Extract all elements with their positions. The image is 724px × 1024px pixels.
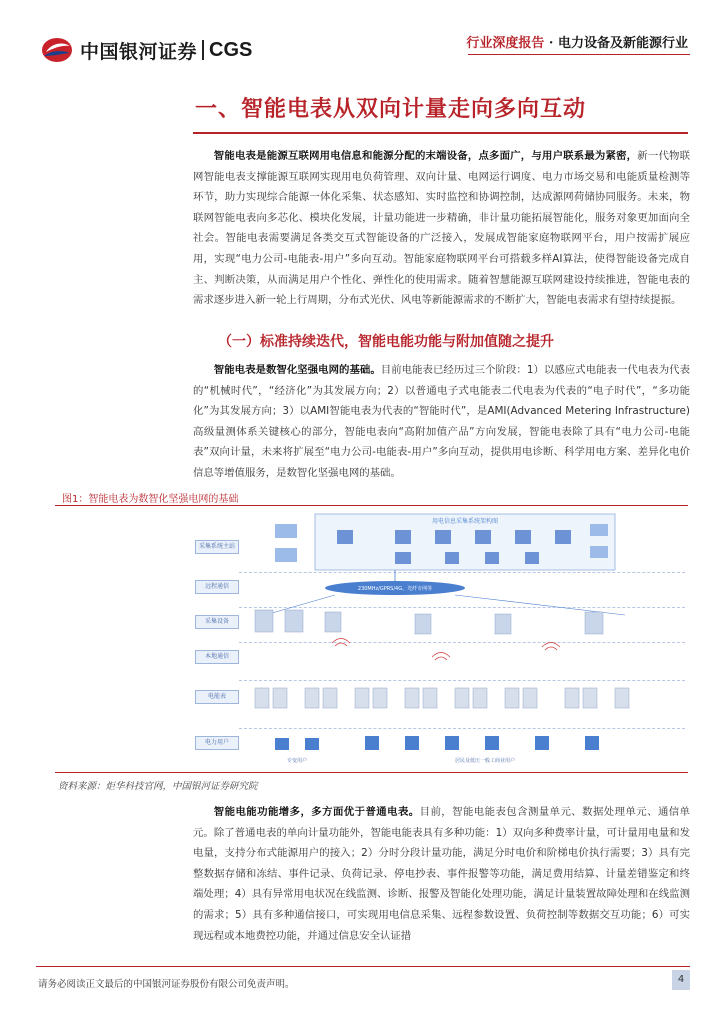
level-label-master-station: 采集系统主站 [195, 540, 239, 554]
section-title: 一、智能电表从双向计量走向多向互动 [195, 96, 587, 122]
level-label-collector: 采集设备 [195, 615, 239, 629]
architecture-diagram [195, 510, 685, 770]
level-label-remote-comm: 远程通信 [195, 580, 239, 594]
logo-english-name: CGS [209, 38, 253, 61]
subsection-title: （一）标准持续迭代，智能电能功能与附加值随之提升 [218, 334, 554, 350]
report-category [466, 32, 688, 51]
header-rule [468, 54, 690, 55]
paragraph-3 [193, 802, 690, 946]
paragraph-1 [193, 146, 690, 311]
footer-rule [36, 966, 690, 967]
logo-chinese-name: 中国银河证券 [80, 40, 198, 63]
level-label-user: 电力用户 [195, 736, 239, 750]
paragraph-1-body: 新一代物联网智能电表支撑能源互联网实现用电负荷管理、双向计量、电网运行调度、电力市场交易和电能质量检测等环节，助力实现综合能源一体化采集、状态感知、实时监控和协调控制，达成源网荷储协同服务。未来，物联网智能电表向多芯化、模块化发展，计量功能进一步精确，非计量功能拓展智能化，服务对象更加面向全社会。智能电表需要满足各类交互式智能设备的广泛接入，发展成智能家庭物联网平台，用户按需扩展应用，实现“电力公司-电能表-用户”多向互动。智能家庭物联网平台可搭载多样AI算法，使得智能设备完成自主、判断决策，从而满足用户个性化、弹性化的使用需求。随着智慧能源互联网建设持续推进，智能电表的需求逐步进入新一轮上行周期，分布式光伏、风电等新能源需求的不断扩大，智能电表需求有望持续提振。 [193, 150, 691, 307]
paragraph-1-lead: 智能电表是能源互联网用电信息和能源分配的末端设备，点多面广，与用户联系最为紧密， [213, 150, 638, 162]
paragraph-2 [193, 360, 690, 484]
page-number: 4 [672, 970, 690, 990]
paragraph-2-body: 目前电能表已经历过三个阶段：1）以感应式电能表一代电表为代表的“机械时代”，“经济化”为其发展方向；2）以普通电子式电能表二代电表为代表的“电子时代”，“多功能化”为其发展方向；3）以AMI智能电表为代表的“智能时代”，是AMI(Advanced Metering Infrastructure)高级量测体系关键核心的部分，智能电表向“高附加值产品”方向发展，智能电表除了具有“电力公司-电能表”双向计量，未来将扩展至“电力公司-电能表-用户”多向互动，提供用电诊断、科学用电方案、差异化电价信息等增值服务，是数智化坚强电网的基础。 [193, 364, 691, 479]
page-header [0, 0, 724, 80]
diagram-graphics [245, 510, 685, 770]
figure-source: 资料来源：炬华科技官网，中国银河证券研究院 [58, 781, 258, 792]
galaxy-logo-icon [40, 36, 74, 64]
section-rule [193, 132, 688, 134]
network-label: 230MHz/GPRS/4G、光纤专网等 [357, 586, 433, 592]
report-dot: · [544, 36, 558, 51]
figure-rule-top [55, 505, 688, 506]
level-label-local-comm: 本地通信 [195, 650, 239, 664]
footer-disclaimer: 请务必阅读正文最后的中国银河证券股份有限公司免责声明。 [38, 979, 295, 990]
company-logo [40, 36, 252, 64]
industry-name: 电力设备及新能源行业 [557, 36, 688, 51]
figure-caption: 图1：智能电表为数智化坚强电网的基础 [62, 494, 239, 505]
paragraph-3-body: 目前，智能电能表包含测量单元、数据处理单元、通信单元。除了普通电表的单向计量功能外，智能电能表具有多种功能：1）双向多种费率计量，可计量用电量和发电量，支持分布式能源用户的接入；2）分时分段计量功能，满足分时电价和阶梯电价执行需要；3）具有完整数据存储和冻结、事件记录、负荷记录、停电抄表、事件报警等功能，满足费用结算、计量差错鉴定和终端处理；4）具有异常用电状况在线监测、诊断、报警及智能化处理功能，满足计量装置故障处理和在线监测的需求；5）具有多种通信接口，可实现用电信息采集、远程参数设置、负荷控制等数据交互功能；6）可实现远程或本地费控功能，并通过信息安全认证措 [193, 806, 691, 942]
logo-separator [202, 40, 204, 60]
report-type: 行业深度报告 [466, 36, 545, 51]
level-label-meter: 电能表 [195, 690, 239, 704]
paragraph-3-lead: 智能电能功能增多，多方面优于普通电表。 [213, 806, 420, 818]
user-group-label: 居民及低压一般工商业用户 [454, 758, 516, 764]
diagram-title: 用电信息采集系统架构图 [431, 518, 499, 525]
user-group-label: 专变用户 [286, 758, 308, 764]
figure-rule-bottom [55, 772, 688, 773]
paragraph-2-lead: 智能电表是数智化坚强电网的基础。 [213, 364, 381, 376]
